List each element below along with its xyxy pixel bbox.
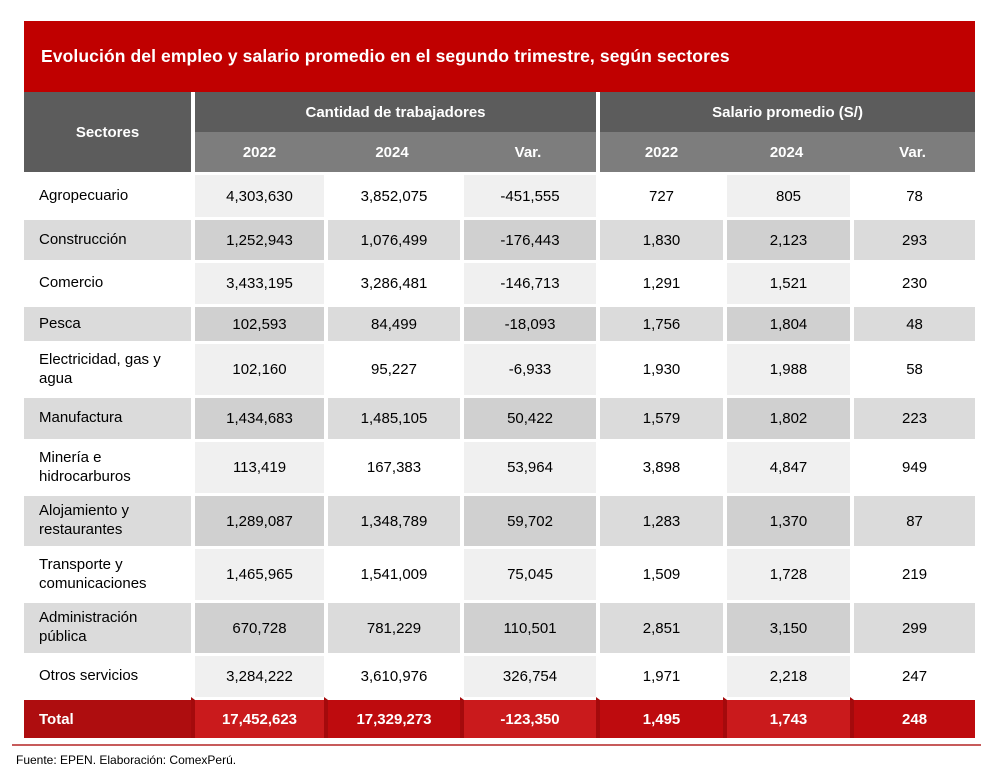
value-cell: 326,754 [460, 653, 596, 697]
value-cell: 299 [850, 600, 975, 653]
value-cell: -146,713 [460, 260, 596, 304]
table-row [24, 260, 975, 304]
value-cell: -6,933 [460, 341, 596, 395]
value-cell: 1,252,943 [191, 217, 324, 260]
value-cell: 3,898 [596, 439, 723, 493]
value-cell: 2,123 [723, 217, 850, 260]
table-row [24, 304, 975, 341]
value-cell: 102,160 [191, 341, 324, 395]
total-value-cell: 17,329,273 [324, 697, 460, 738]
header-trab-2024: 2024 [324, 132, 460, 172]
value-cell: 167,383 [324, 439, 460, 493]
value-cell: 1,830 [596, 217, 723, 260]
table-row [24, 217, 975, 260]
value-cell: 1,579 [596, 395, 723, 439]
table-body [24, 172, 975, 738]
value-cell: 87 [850, 493, 975, 546]
value-cell: 58 [850, 341, 975, 395]
value-cell: 48 [850, 304, 975, 341]
header-trab-2022: 2022 [191, 132, 324, 172]
value-cell: 1,728 [723, 546, 850, 600]
value-cell: 1,283 [596, 493, 723, 546]
table-row [24, 341, 975, 395]
sector-cell: Pesca [24, 304, 191, 341]
value-cell: 1,804 [723, 304, 850, 341]
table-row [24, 493, 975, 546]
value-cell: 102,593 [191, 304, 324, 341]
total-value-cell: -123,350 [460, 697, 596, 738]
value-cell: 1,541,009 [324, 546, 460, 600]
value-cell: 1,348,789 [324, 493, 460, 546]
sector-cell: Otros servicios [24, 653, 191, 697]
value-cell: 1,802 [723, 395, 850, 439]
sector-cell: Transporte y comunicaciones [24, 546, 191, 600]
value-cell: 805 [723, 172, 850, 217]
value-cell: 247 [850, 653, 975, 697]
value-cell: 95,227 [324, 341, 460, 395]
table-row [24, 395, 975, 439]
value-cell: 670,728 [191, 600, 324, 653]
value-cell: 1,509 [596, 546, 723, 600]
value-cell: 3,150 [723, 600, 850, 653]
value-cell: -176,443 [460, 217, 596, 260]
header-group-trabajadores: Cantidad de trabajadores [191, 92, 596, 132]
table-row [24, 600, 975, 653]
value-cell: 3,852,075 [324, 172, 460, 217]
sector-cell: Alojamiento y restaurantes [24, 493, 191, 546]
employment-salary-table [24, 92, 975, 738]
value-cell: -18,093 [460, 304, 596, 341]
value-cell: 1,971 [596, 653, 723, 697]
total-value-cell: 1,743 [723, 697, 850, 738]
source-note: Fuente: EPEN. Elaboración: ComexPerú. [16, 753, 237, 767]
table-row [24, 439, 975, 493]
value-cell: 1,434,683 [191, 395, 324, 439]
value-cell: 78 [850, 172, 975, 217]
total-label-cell: Total [24, 697, 191, 738]
value-cell: 59,702 [460, 493, 596, 546]
value-cell: 1,076,499 [324, 217, 460, 260]
value-cell: 293 [850, 217, 975, 260]
value-cell: 230 [850, 260, 975, 304]
sector-cell: Construcción [24, 217, 191, 260]
table-row [24, 653, 975, 697]
header-group-row [24, 92, 975, 132]
sector-cell: Manufactura [24, 395, 191, 439]
value-cell: 1,289,087 [191, 493, 324, 546]
header-trab-var: Var. [460, 132, 596, 172]
value-cell: 84,499 [324, 304, 460, 341]
value-cell: 781,229 [324, 600, 460, 653]
value-cell: 1,485,105 [324, 395, 460, 439]
value-cell: 53,964 [460, 439, 596, 493]
table-row [24, 546, 975, 600]
header-sal-2024: 2024 [723, 132, 850, 172]
value-cell: 3,433,195 [191, 260, 324, 304]
header-sal-var: Var. [850, 132, 975, 172]
table-container [24, 21, 975, 738]
sector-cell: Electricidad, gas y agua [24, 341, 191, 395]
value-cell: 1,521 [723, 260, 850, 304]
value-cell: 2,218 [723, 653, 850, 697]
header-sectores: Sectores [24, 92, 191, 172]
value-cell: 949 [850, 439, 975, 493]
value-cell: 3,284,222 [191, 653, 324, 697]
value-cell: 727 [596, 172, 723, 217]
value-cell: -451,555 [460, 172, 596, 217]
sector-cell: Administración pública [24, 600, 191, 653]
table-row [24, 172, 975, 217]
value-cell: 3,286,481 [324, 260, 460, 304]
value-cell: 1,930 [596, 341, 723, 395]
value-cell: 1,756 [596, 304, 723, 341]
table-title-bar [24, 21, 975, 92]
value-cell: 4,303,630 [191, 172, 324, 217]
value-cell: 1,465,965 [191, 546, 324, 600]
value-cell: 219 [850, 546, 975, 600]
value-cell: 4,847 [723, 439, 850, 493]
value-cell: 113,419 [191, 439, 324, 493]
value-cell: 50,422 [460, 395, 596, 439]
table-title: Evolución del empleo y salario promedio en el segundo trimestre, según sectores [41, 46, 730, 66]
total-value-cell: 1,495 [596, 697, 723, 738]
value-cell: 75,045 [460, 546, 596, 600]
value-cell: 2,851 [596, 600, 723, 653]
sector-cell: Comercio [24, 260, 191, 304]
footer-divider-line [12, 744, 981, 746]
header-sal-2022: 2022 [596, 132, 723, 172]
value-cell: 1,370 [723, 493, 850, 546]
value-cell: 1,988 [723, 341, 850, 395]
value-cell: 1,291 [596, 260, 723, 304]
sector-cell: Agropecuario [24, 172, 191, 217]
value-cell: 110,501 [460, 600, 596, 653]
total-value-cell: 17,452,623 [191, 697, 324, 738]
total-value-cell: 248 [850, 697, 975, 738]
header-group-salario: Salario promedio (S/) [596, 92, 975, 132]
value-cell: 3,610,976 [324, 653, 460, 697]
table-header [24, 92, 975, 172]
total-row [24, 697, 975, 738]
value-cell: 223 [850, 395, 975, 439]
sector-cell: Minería e hidrocarburos [24, 439, 191, 493]
